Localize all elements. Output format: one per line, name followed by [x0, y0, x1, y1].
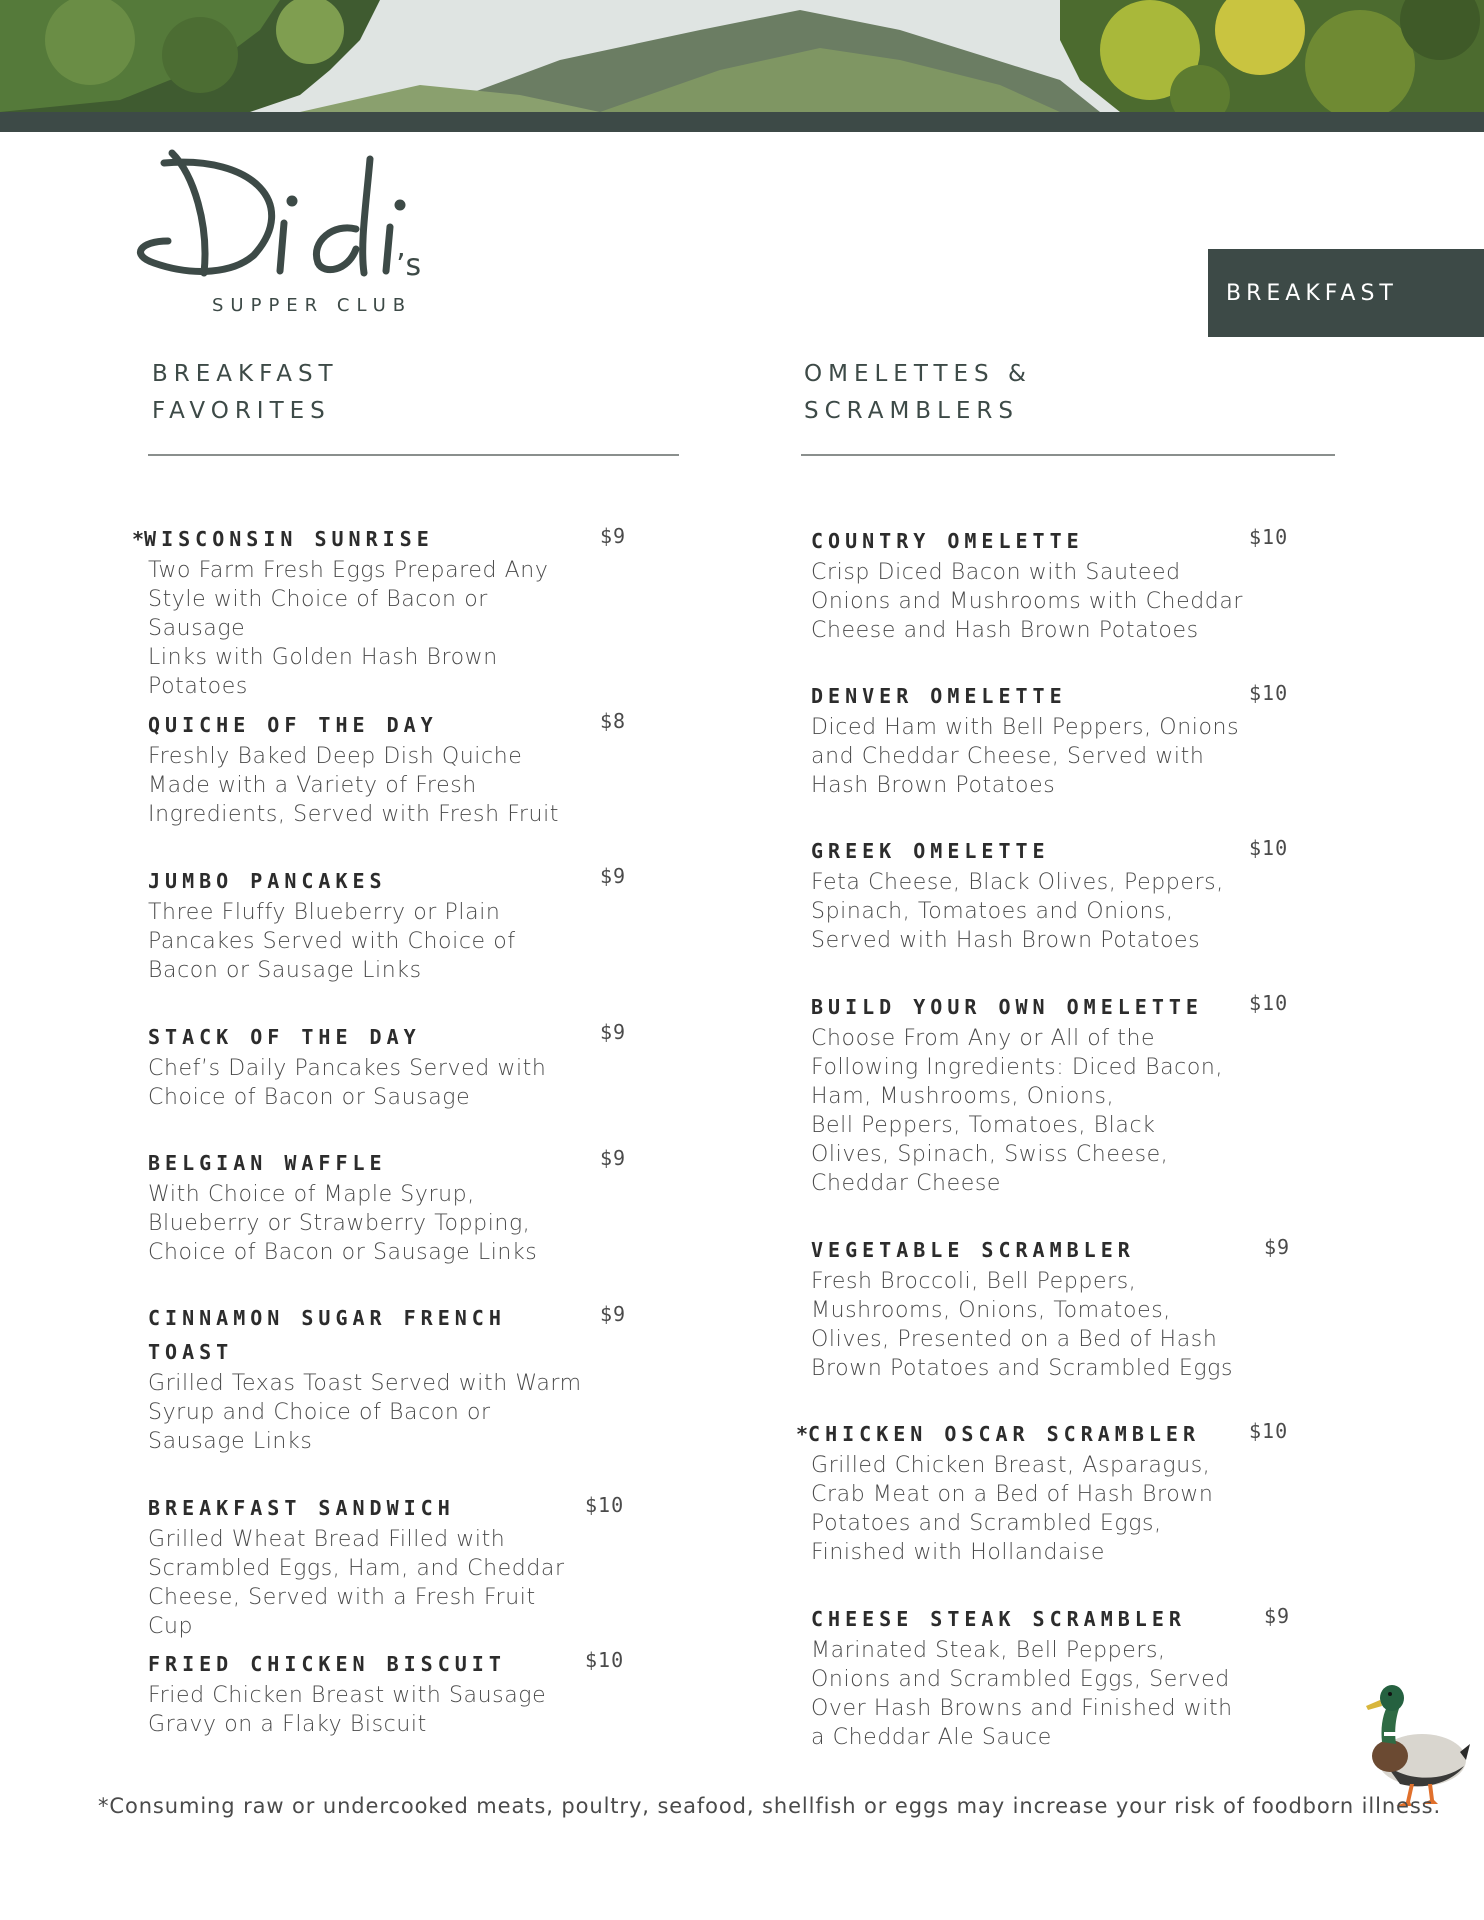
tab-breakfast[interactable]: BREAKFAST — [1208, 249, 1484, 337]
menu-item-name: BREAKFAST SANDWICH — [148, 1496, 455, 1520]
description-line: Style with Choice of Bacon or Sausage — [148, 587, 488, 641]
menu-item-name: VEGETABLE SCRAMBLER — [811, 1238, 1135, 1262]
section-divider — [148, 454, 679, 456]
description-line: Pancakes Served with Choice of — [148, 929, 516, 954]
didis-script-logo — [134, 145, 434, 295]
menu-item-name: STACK OF THE DAY — [148, 1025, 421, 1049]
menu-item-name: GREEK OMELETTE — [811, 839, 1050, 863]
description-line: Freshly Baked Deep Dish Quiche — [148, 744, 523, 769]
description-line: With Choice of Maple Syrup, — [148, 1182, 475, 1207]
description-line: Three Fluffy Blueberry or Plain — [148, 900, 501, 925]
menu-item-name-text: WISCONSIN SUNRISE — [144, 527, 434, 551]
menu-item — [148, 708, 588, 829]
description-line: Cheese, Served with a Fresh Fruit Cup — [148, 1585, 536, 1639]
menu-item-description — [148, 1525, 588, 1641]
description-line: Bacon or Sausage Links — [148, 958, 422, 983]
menu-item-description — [148, 1681, 588, 1739]
header-landscape-painting — [0, 0, 1484, 112]
menu-item-name — [148, 1301, 588, 1369]
description-line: Choose From Any or All of the — [811, 1026, 1156, 1051]
description-line: Gravy on a Flaky Biscuit — [148, 1712, 427, 1737]
menu-item — [148, 1647, 588, 1739]
section-title-breakfast-favorites — [152, 356, 339, 430]
section-title-line: OMELETTES & — [804, 361, 1032, 387]
menu-item-price: $9 — [600, 1146, 627, 1170]
description-line: Olives, Presented on a Bed of Hash — [811, 1327, 1218, 1352]
description-line: Bell Peppers, Tomatoes, Black — [811, 1113, 1156, 1138]
menu-item-name: FRIED CHICKEN BISCUIT — [148, 1652, 506, 1676]
menu-item — [811, 524, 1251, 645]
description-line: Syrup and Choice of Bacon or — [148, 1400, 491, 1425]
description-line: Two Farm Fresh Eggs Prepared Any — [148, 558, 549, 583]
menu-item-description — [148, 1369, 588, 1456]
menu-item-name-line: CINNAMON SUGAR FRENCH — [148, 1306, 506, 1330]
description-line: Onions and Scrambled Eggs, Served — [811, 1667, 1230, 1692]
section-title-line: SCRAMBLERS — [804, 398, 1019, 424]
description-line: Made with a Variety of Fresh — [148, 773, 477, 798]
description-line: Links with Golden Hash Brown — [148, 645, 498, 670]
description-line: Potatoes — [148, 674, 248, 699]
menu-item-description — [811, 558, 1251, 645]
description-line: Chef’s Daily Pancakes Served with — [148, 1056, 547, 1081]
header-accent-bar — [0, 112, 1484, 132]
description-line: Ingredients, Served with Fresh Fruit — [148, 802, 560, 827]
description-line: a Cheddar Ale Sauce — [811, 1725, 1052, 1750]
description-line: Marinated Steak, Bell Peppers, — [811, 1638, 1166, 1663]
description-line: Choice of Bacon or Sausage — [148, 1085, 471, 1110]
description-line: Ham, Mushrooms, Onions, — [811, 1084, 1115, 1109]
description-line: Crab Meat on a Bed of Hash Brown — [811, 1482, 1214, 1507]
menu-item-name: DENVER OMELETTE — [811, 684, 1067, 708]
menu-item-price: $10 — [1249, 525, 1289, 549]
menu-item — [811, 834, 1251, 955]
menu-item-description — [811, 1024, 1251, 1198]
menu-item-description — [148, 1054, 588, 1112]
menu-item-price: $9 — [600, 864, 627, 888]
brand-subtitle: SUPPER CLUB — [212, 295, 413, 316]
menu-item — [132, 522, 572, 701]
description-line: Finished with Hollandaise — [811, 1540, 1105, 1565]
description-line: Over Hash Browns and Finished with — [811, 1696, 1233, 1721]
description-line: Cheddar Cheese — [811, 1171, 1002, 1196]
menu-item-description — [811, 1267, 1251, 1383]
menu-item-price: $9 — [1264, 1604, 1291, 1628]
description-line: Sausage Links — [148, 1429, 313, 1454]
description-line: Olives, Spinach, Swiss Cheese, — [811, 1142, 1169, 1167]
description-line: Grilled Texas Toast Served with Warm — [148, 1371, 582, 1396]
description-line: Following Ingredients: Diced Bacon, — [811, 1055, 1224, 1080]
section-title-line: FAVORITES — [152, 398, 331, 424]
svg-text:’s: ’s — [396, 248, 422, 283]
brand-logo — [134, 145, 434, 325]
description-line: Fresh Broccoli, Bell Peppers, — [811, 1269, 1137, 1294]
menu-item-description — [811, 713, 1251, 800]
menu-item — [811, 1602, 1251, 1752]
description-line: Brown Potatoes and Scrambled Eggs — [811, 1356, 1234, 1381]
description-line: Potatoes and Scrambled Eggs, — [811, 1511, 1162, 1536]
menu-item-price: $9 — [600, 1020, 627, 1044]
menu-item-price: $9 — [600, 1302, 627, 1326]
description-line: Scrambled Eggs, Ham, and Cheddar — [148, 1556, 565, 1581]
menu-item — [796, 1417, 1256, 1567]
menu-item-price: $10 — [1249, 836, 1289, 860]
allergen-asterisk: * — [796, 1422, 809, 1446]
menu-item-name: COUNTRY OMELETTE — [811, 529, 1084, 553]
description-line: Crisp Diced Bacon with Sauteed — [811, 560, 1181, 585]
menu-item — [811, 990, 1251, 1198]
menu-item-price: $10 — [1249, 1419, 1289, 1443]
menu-item-price: $10 — [585, 1493, 625, 1517]
menu-item-price: $10 — [585, 1648, 625, 1672]
description-line: Grilled Chicken Breast, Asparagus, — [811, 1453, 1211, 1478]
description-line: Grilled Wheat Bread Filled with — [148, 1527, 506, 1552]
menu-item — [148, 1301, 588, 1456]
section-title-omelettes-scramblers — [804, 356, 1032, 430]
description-line: Served with Hash Brown Potatoes — [811, 928, 1201, 953]
menu-item-description — [148, 1180, 588, 1267]
menu-item-price: $9 — [1264, 1235, 1291, 1259]
menu-item — [148, 1146, 588, 1267]
menu-item-name: BUILD YOUR OWN OMELETTE — [811, 995, 1203, 1019]
mallard-duck-image — [1360, 1680, 1470, 1808]
food-safety-footnote: *Consuming raw or undercooked meats, poultry, seafood, shellfish or eggs may increase your risk of foodborn illness. — [98, 1794, 1442, 1818]
menu-item-description — [796, 1451, 1256, 1567]
menu-item-description — [148, 898, 588, 985]
description-line: Blueberry or Strawberry Topping, — [148, 1211, 531, 1236]
menu-item — [148, 1020, 588, 1112]
menu-item-price: $10 — [1249, 991, 1289, 1015]
menu-item — [811, 679, 1251, 800]
menu-item-name: QUICHE OF THE DAY — [148, 713, 438, 737]
menu-item-description — [132, 556, 572, 701]
menu-item-name-text: CHICKEN OSCAR SCRAMBLER — [808, 1422, 1200, 1446]
menu-item — [811, 1233, 1251, 1383]
section-divider — [801, 454, 1335, 456]
description-line: Onions and Mushrooms with Cheddar — [811, 589, 1244, 614]
menu-item-name: JUMBO PANCAKES — [148, 869, 387, 893]
description-line: Choice of Bacon or Sausage Links — [148, 1240, 538, 1265]
menu-item-price: $10 — [1249, 681, 1289, 705]
menu-item-description — [811, 1636, 1251, 1752]
menu-item-name-line: TOAST — [148, 1340, 234, 1364]
description-line: Mushrooms, Onions, Tomatoes, — [811, 1298, 1171, 1323]
menu-item-name: CHEESE STEAK SCRAMBLER — [811, 1607, 1186, 1631]
menu-item-name: BELGIAN WAFFLE — [148, 1151, 387, 1175]
description-line: Spinach, Tomatoes and Onions, — [811, 899, 1174, 924]
menu-item-description — [148, 742, 588, 829]
description-line: Fried Chicken Breast with Sausage — [148, 1683, 547, 1708]
description-line: Hash Brown Potatoes — [811, 773, 1056, 798]
menu-item-price: $9 — [600, 524, 627, 548]
description-line: Cheese and Hash Brown Potatoes — [811, 618, 1199, 643]
description-line: Feta Cheese, Black Olives, Peppers, — [811, 870, 1224, 895]
menu-item-name — [132, 522, 572, 556]
menu-item — [148, 1491, 588, 1641]
section-title-line: BREAKFAST — [152, 361, 339, 387]
menu-item-name — [796, 1417, 1256, 1451]
description-line: Diced Ham with Bell Peppers, Onions — [811, 715, 1240, 740]
menu-item-description — [811, 868, 1251, 955]
description-line: and Cheddar Cheese, Served with — [811, 744, 1205, 769]
menu-item — [148, 864, 588, 985]
menu-item-price: $8 — [600, 709, 627, 733]
allergen-asterisk: * — [132, 527, 145, 551]
